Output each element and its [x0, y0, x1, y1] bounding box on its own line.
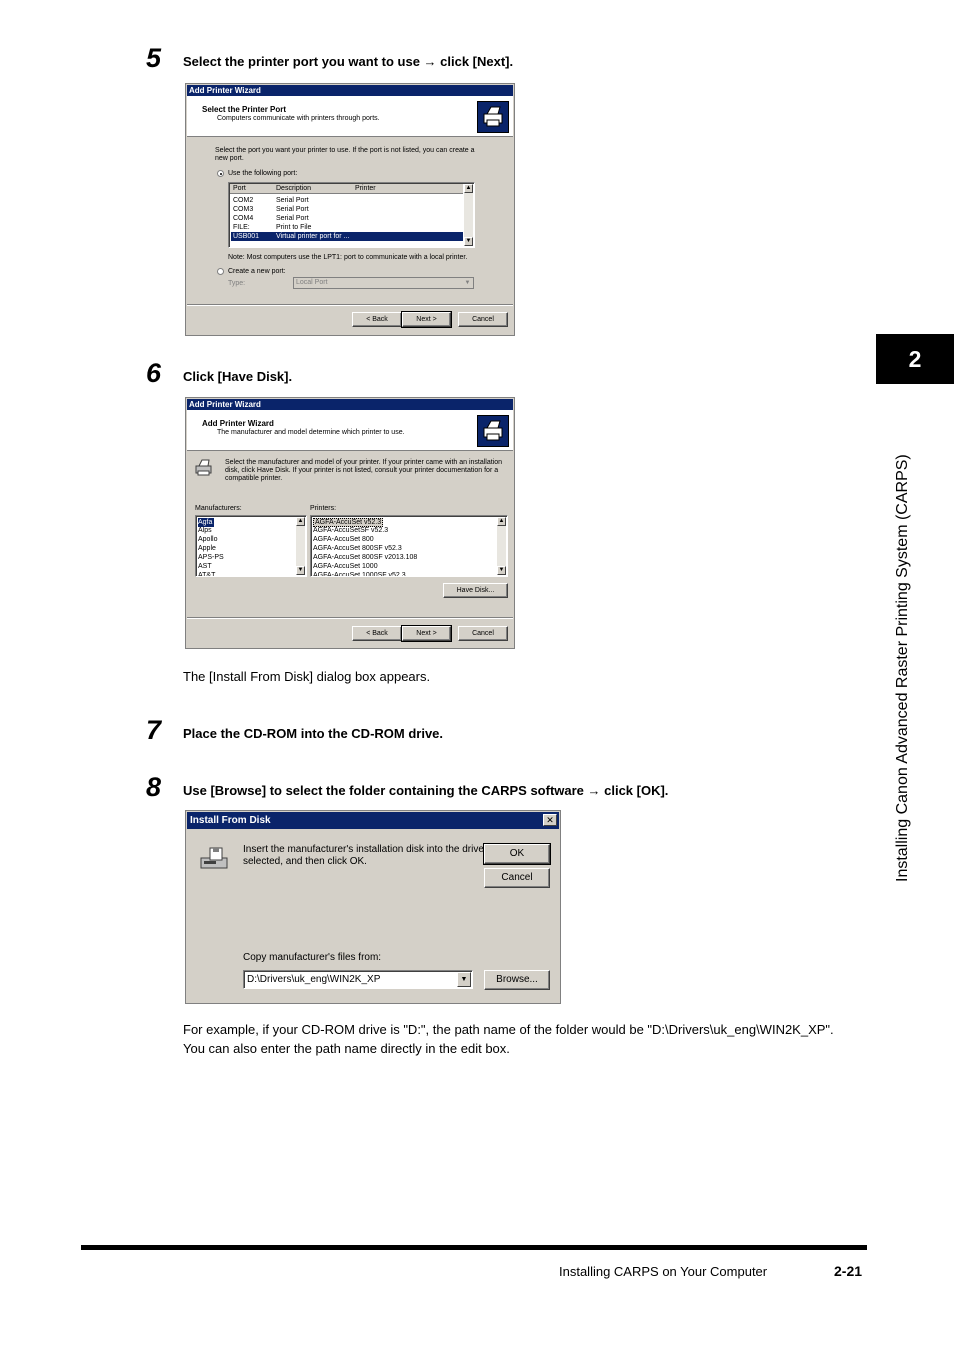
- wizard-header-subtitle: Computers communicate with printers through ports.: [217, 115, 380, 122]
- step-instruction: Use [Browse] to select the folder containing the CARPS software → click [OK].: [183, 783, 669, 798]
- manufacturers-label: Manufacturers:: [195, 505, 242, 512]
- list-item[interactable]: AGFA-AccuSetSF v52.3: [313, 527, 389, 534]
- next-button[interactable]: Next >: [402, 312, 451, 327]
- scroll-up-icon[interactable]: ▲: [297, 518, 304, 524]
- add-printer-wizard-port-dialog: [185, 83, 515, 336]
- step-number: 5: [146, 43, 162, 73]
- instruction-line-2: disk, click Have Disk. If your printer is not listed, consult your printer documentation for a: [225, 467, 499, 474]
- install-from-disk-dialog: [185, 810, 561, 1004]
- create-new-port-label: Create a new port:: [228, 268, 286, 275]
- wizard-header: [187, 410, 513, 451]
- port-description: Serial Port: [276, 197, 309, 204]
- step-number: 7: [146, 715, 162, 745]
- step-instruction: Place the CD-ROM into the CD-ROM drive.: [183, 726, 444, 741]
- disk-drive-icon: [200, 846, 230, 870]
- dialog-title: Add Printer Wizard: [187, 399, 513, 410]
- footer-rule: [81, 1245, 867, 1250]
- list-item[interactable]: Apollo: [198, 536, 218, 543]
- scroll-down-icon[interactable]: ▼: [498, 567, 505, 573]
- type-label: Type:: [228, 280, 246, 287]
- chapter-tab: 2: [876, 334, 954, 384]
- scroll-up-icon[interactable]: ▲: [465, 185, 472, 191]
- list-item-selected[interactable]: [231, 232, 463, 241]
- dialog-message-line-2: selected, and then click OK.: [243, 856, 367, 867]
- list-item[interactable]: AGFA-AccuSet 1000: [313, 563, 378, 570]
- port-name: USB001: [233, 233, 260, 240]
- list-item[interactable]: Apple: [198, 545, 216, 552]
- step-instruction: Select the printer port you want to use → click [Next].: [183, 54, 514, 69]
- wizard-header-title: Add Printer Wizard: [202, 419, 274, 428]
- ok-button[interactable]: OK: [484, 844, 550, 864]
- dialog-title: Add Printer Wizard: [187, 85, 513, 96]
- next-button[interactable]: Next >: [402, 626, 451, 641]
- chevron-down-icon: ▼: [464, 280, 471, 286]
- divider: [187, 617, 513, 619]
- port-note: Note: Most computers use the LPT1: port to communicate with a local printer.: [228, 254, 468, 261]
- printer-icon: [194, 458, 214, 478]
- list-item[interactable]: AGFA-AccuSet 800SF v52.3: [313, 545, 402, 552]
- use-following-port-label: Use the following port:: [228, 170, 298, 177]
- path-combobox[interactable]: [243, 970, 473, 989]
- list-item[interactable]: AGFA-AccuSet 800: [313, 536, 374, 543]
- result-note: The [Install From Disk] dialog box appears.: [183, 669, 431, 684]
- port-name: COM4: [233, 215, 254, 222]
- list-item[interactable]: APS-PS: [198, 554, 224, 561]
- have-disk-button[interactable]: Have Disk...: [443, 583, 508, 598]
- column-header-printer[interactable]: Printer: [355, 185, 376, 192]
- port-list[interactable]: [228, 182, 475, 248]
- chapter-title: Installing Canon Advanced Raster Printing System (CARPS): [894, 454, 911, 882]
- back-button[interactable]: < Back: [352, 626, 402, 641]
- list-item[interactable]: [231, 214, 463, 223]
- column-header-port[interactable]: Port: [233, 185, 246, 192]
- instruction-line-1: Select the port you want your printer to use. If the port is not listed, you can create a: [215, 147, 475, 154]
- column-header-description[interactable]: Description: [276, 185, 312, 192]
- port-type-select[interactable]: [293, 277, 474, 289]
- printers-list[interactable]: [310, 515, 508, 577]
- port-name: COM2: [233, 197, 254, 204]
- port-name: COM3: [233, 206, 254, 213]
- printer-wizard-icon: [477, 101, 509, 133]
- divider: [187, 304, 513, 306]
- vertical-scrollbar[interactable]: [497, 517, 506, 575]
- instruction-line-2: new port.: [215, 155, 244, 162]
- manufacturers-list[interactable]: [195, 515, 307, 577]
- list-item[interactable]: AT&T: [198, 572, 216, 577]
- instruction-line-1: Select the manufacturer and model of your printer. If your printer came with an installation: [225, 459, 503, 466]
- cancel-button[interactable]: Cancel: [484, 868, 550, 888]
- use-following-port-radio[interactable]: [217, 170, 224, 177]
- list-item[interactable]: AGFA-AccuSet 1000SF v52.3: [313, 572, 406, 577]
- cancel-button[interactable]: Cancel: [458, 626, 508, 641]
- list-item-selected[interactable]: Agfa: [198, 519, 213, 526]
- wizard-header: [187, 96, 513, 137]
- port-description: Print to File: [276, 224, 312, 231]
- copy-files-label: Copy manufacturer's files from:: [243, 952, 382, 963]
- list-item[interactable]: [231, 223, 463, 232]
- chevron-down-icon[interactable]: ▼: [457, 972, 471, 987]
- step-number: 6: [146, 358, 162, 388]
- example-note-line-2: You can also enter the path name directly in the edit box.: [183, 1041, 510, 1056]
- close-icon[interactable]: ✕: [543, 814, 557, 826]
- list-item[interactable]: Alps: [198, 527, 212, 534]
- browse-button[interactable]: Browse...: [484, 970, 550, 990]
- step-number: 8: [146, 772, 162, 802]
- printer-model-name: AGFA-AccuSet v52.3: [315, 519, 382, 526]
- port-description: Serial Port: [276, 206, 309, 213]
- add-printer-wizard-model-dialog: [185, 397, 515, 649]
- list-item[interactable]: AGFA-AccuSet 800SF v2013.108: [313, 554, 418, 561]
- printers-label: Printers:: [310, 505, 337, 512]
- scroll-up-icon[interactable]: ▲: [498, 518, 505, 524]
- vertical-scrollbar[interactable]: [464, 184, 473, 246]
- create-new-port-radio[interactable]: [217, 268, 224, 275]
- list-item[interactable]: [231, 205, 463, 214]
- back-button[interactable]: < Back: [352, 312, 402, 327]
- example-note-line-1: For example, if your CD-ROM drive is "D:", the path name of the folder would be "D:\Drivers\uk_eng\WIN2K_XP".: [183, 1022, 834, 1037]
- list-item[interactable]: [231, 196, 463, 205]
- page-number: 2-21: [834, 1263, 863, 1279]
- wizard-header-subtitle: The manufacturer and model determine which printer to use.: [217, 429, 405, 436]
- dialog-message-line-1: Insert the manufacturer's installation disk into the drive: [243, 844, 484, 855]
- port-list-header: [230, 184, 463, 194]
- scroll-down-icon[interactable]: ▼: [297, 567, 304, 573]
- port-name: FILE:: [233, 224, 250, 231]
- port-description: Serial Port: [276, 215, 309, 222]
- instruction-line-3: compatible printer.: [225, 475, 283, 482]
- cancel-button[interactable]: Cancel: [458, 312, 508, 327]
- port-description: Virtual printer port for ...: [276, 233, 350, 240]
- footer-section-title: Installing CARPS on Your Computer: [559, 1264, 768, 1279]
- step-instruction: Click [Have Disk].: [183, 369, 293, 384]
- printer-wizard-icon: [477, 415, 509, 447]
- path-input[interactable]: D:\Drivers\uk_eng\WIN2K_XP: [247, 974, 381, 985]
- wizard-header-title: Select the Printer Port: [202, 105, 287, 114]
- vertical-scrollbar[interactable]: [296, 517, 305, 575]
- scroll-down-icon[interactable]: ▼: [465, 238, 472, 244]
- port-type-value: Local Port: [296, 279, 328, 286]
- list-item[interactable]: AST: [198, 563, 212, 570]
- dialog-title: Install From Disk: [187, 812, 559, 829]
